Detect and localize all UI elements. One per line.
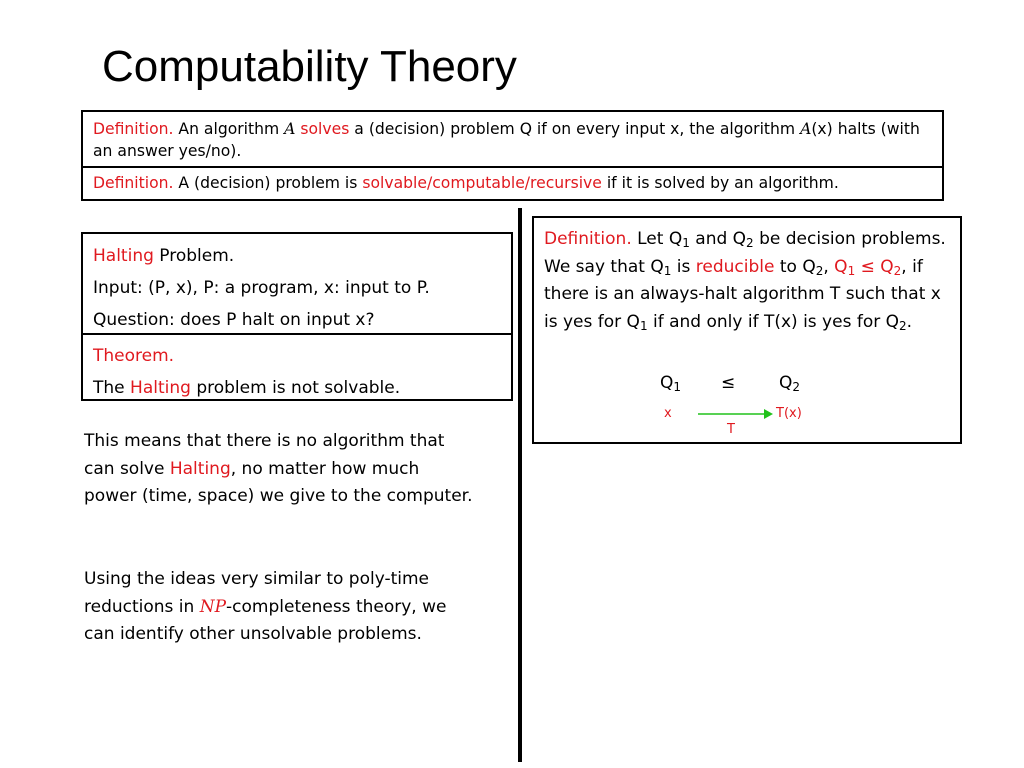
slide-title: Computability Theory [102, 42, 517, 91]
definition-text: to Q [774, 256, 816, 277]
definition-text: if and only if T(x) is yes for Q [647, 311, 899, 332]
definition-solvable-box [81, 166, 944, 201]
subscript: 1 [682, 236, 690, 250]
subscript: 2 [899, 318, 907, 333]
notation-q2: Q [880, 256, 894, 277]
halting-word: Halting [130, 378, 191, 398]
halting-heading-rest: Problem. [153, 246, 235, 266]
subscript: 1 [673, 380, 682, 394]
subscript: 2 [893, 263, 902, 278]
paragraph-text: Using the ideas very similar to poly-time reductions in [84, 569, 430, 617]
diagram-q1 [660, 372, 681, 394]
paragraph-text: -completeness theory, we can identify other unsolvable problems. [84, 596, 447, 644]
paragraph-text: , no matter how much power (time, space) we give to the computer. [84, 458, 473, 506]
subscript: 1 [847, 263, 856, 278]
theorem-text: The [93, 378, 131, 398]
theorem-box [81, 333, 513, 401]
definition-text: and Q [689, 229, 747, 249]
diagram-q2 [779, 372, 800, 394]
halting-word: Halting [93, 246, 154, 266]
diagram-q-letter: Q [779, 373, 793, 393]
np-symbol: NP [199, 596, 227, 617]
notation-q1: Q [834, 256, 848, 277]
definition-text: An algorithm [173, 120, 285, 138]
diagram-t-label: T [727, 422, 735, 437]
reducible-term: reducible [695, 256, 775, 277]
subscript: 1 [639, 318, 648, 333]
definition-text: a (decision) problem Q if on every input x, the algorithm [349, 120, 801, 138]
vertical-divider [518, 208, 522, 762]
reduction-notation [834, 257, 901, 277]
definition-text: , [823, 256, 835, 277]
diagram-x-label: x [664, 406, 672, 421]
definition-text: A (decision) problem is [173, 174, 363, 192]
definition-label: Definition. [93, 174, 174, 192]
algorithm-symbol: A [284, 120, 296, 138]
paragraph-text: This means that there is no algorithm that can solve [84, 431, 445, 479]
definition-text: if it is solved by an algorithm. [601, 174, 839, 192]
theorem-label: Theorem. [93, 346, 175, 366]
subscript: 2 [792, 380, 801, 394]
diagram-q-letter: Q [660, 373, 674, 393]
definition-text: , if there is an always-halt algorithm T such that x is yes for Q [544, 256, 941, 332]
subscript: 1 [663, 263, 672, 278]
halting-input: Input: (P, x), P: a program, x: input to P. [93, 278, 430, 298]
halting-problem-box [81, 232, 513, 335]
explanation-paragraph [84, 428, 474, 511]
reductions-paragraph [84, 566, 474, 649]
algorithm-symbol: A [800, 120, 812, 138]
definition-text: (x) halts (with an answer yes/no). [93, 120, 920, 160]
definition-label: Definition. [93, 120, 174, 138]
solvable-term: solvable/computable/recursive [362, 174, 602, 192]
diagram-tx-label: T(x) [776, 406, 802, 421]
diagram-leq: ≤ [721, 373, 736, 393]
subscript: 2 [815, 263, 824, 278]
solves-term: solves [300, 120, 350, 138]
definition-label: Definition. [544, 229, 632, 249]
halting-word: Halting [169, 458, 231, 479]
reducibility-definition-box [532, 216, 962, 444]
definition-text: is [671, 256, 696, 277]
notation-leq: ≤ [855, 256, 881, 277]
theorem-statement [93, 372, 501, 404]
halting-question: Question: does P halt on input x? [93, 310, 375, 330]
definition-text: Let Q [631, 229, 683, 249]
reducibility-text [544, 226, 950, 336]
definition-solves-box [81, 110, 944, 168]
halting-heading [93, 240, 501, 272]
reduction-arrow-icon [696, 407, 774, 421]
subscript: 2 [746, 236, 754, 250]
theorem-text: problem is not solvable. [190, 378, 401, 398]
definition-text: . [906, 311, 913, 332]
definition-text: be decision problems. We say that Q [544, 229, 946, 277]
